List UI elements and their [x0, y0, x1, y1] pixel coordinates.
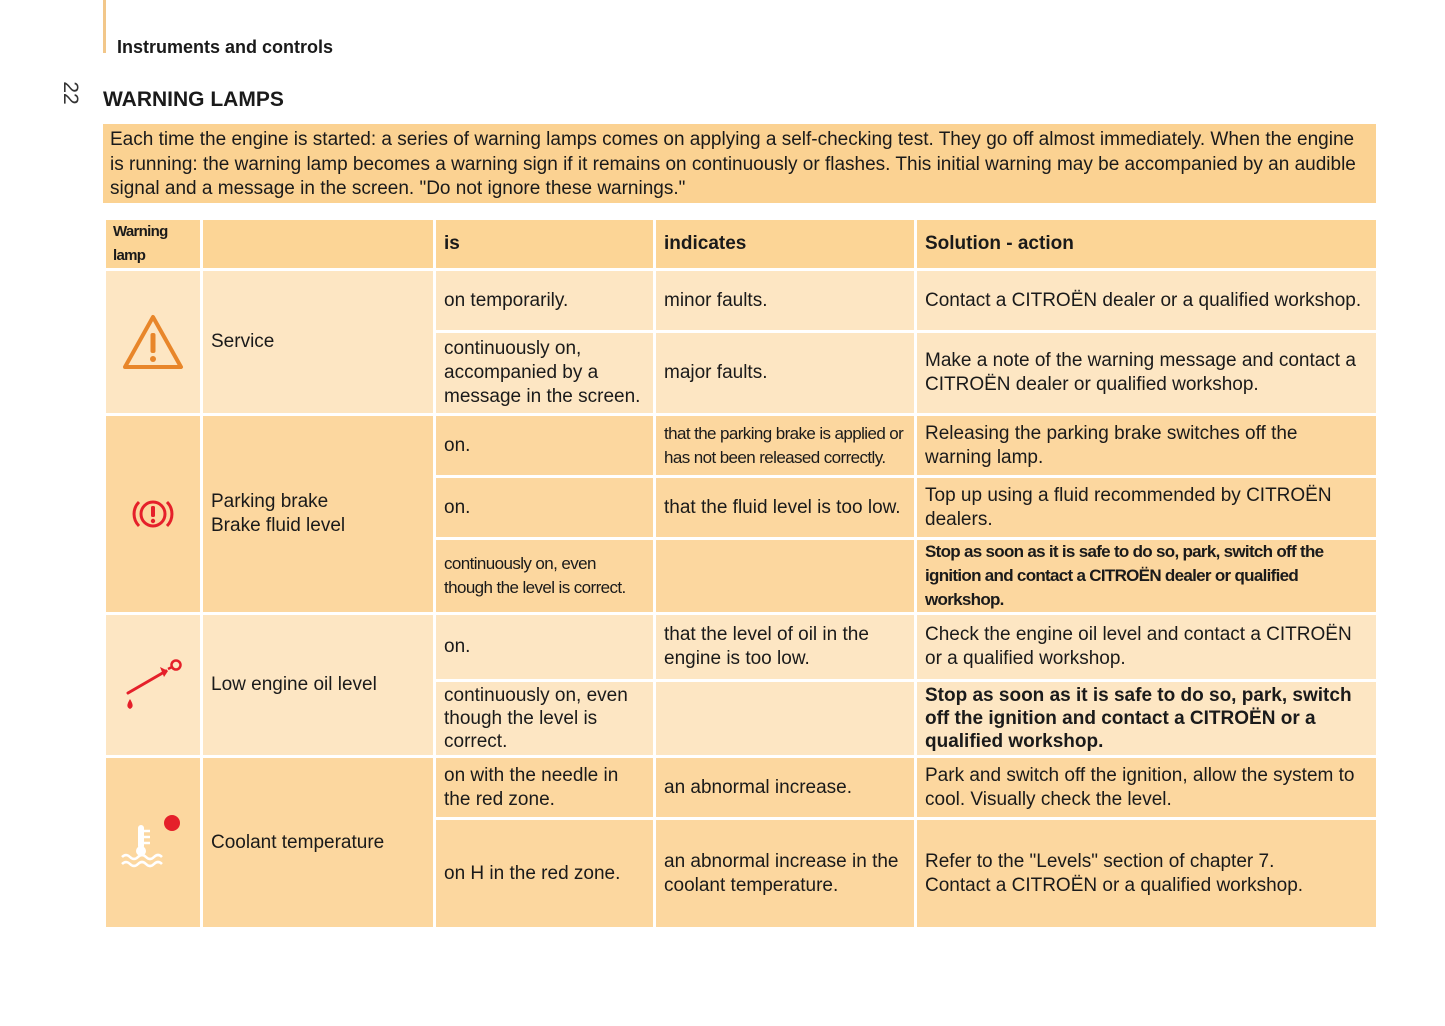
cell-solution: Stop as soon as it is safe to do so, park, switch off the ignition and contact a CITROËN or a qualified workshop. [916, 681, 1378, 757]
table-row [105, 614, 1378, 681]
service-warning-triangle-icon [121, 313, 185, 371]
lamp-name-line: Brake fluid level [211, 515, 346, 536]
intro-note: Each time the engine is started: a series of warning lamps comes on applying a self-checking test. They go off almost immediately. When the engine is running: the warning lamp becomes a warning sign if it remains on continuously or flashes. This initial warning may be accompanied by an audible signal and a message in the screen. "Do not ignore these warnings." [103, 124, 1376, 203]
coolant-lamp-cell [105, 757, 202, 929]
warning-lamps-table [103, 217, 1379, 930]
cell-indicates: that the fluid level is too low. [655, 477, 916, 539]
solution-line: Contact a CITROËN or a qualified workshop. [925, 874, 1304, 896]
cell-solution [916, 819, 1378, 929]
table-row [105, 415, 1378, 477]
cell-is: on H in the red zone. [435, 819, 655, 929]
cell-is: on with the needle in the red zone. [435, 757, 655, 819]
cell-solution: Top up using a fluid recommended by CITROËN dealers. [916, 477, 1378, 539]
cell-is: on temporarily. [435, 270, 655, 332]
parking-brake-icon [130, 496, 176, 532]
cell-indicates: that the parking brake is applied or has not been released correctly. [655, 415, 916, 477]
oil-level-lamp-cell [105, 614, 202, 757]
table-row [105, 757, 1378, 819]
header-is: is [435, 219, 655, 270]
cell-is: continuously on, even though the level is correct. [435, 539, 655, 614]
table-header-row [105, 219, 1378, 270]
lamp-name-service: Service [202, 270, 435, 415]
page-number: 22 [59, 81, 82, 105]
table-row [105, 270, 1378, 332]
cell-is: on. [435, 477, 655, 539]
cell-solution: Make a note of the warning message and contact a CITROËN dealer or qualified workshop. [916, 332, 1378, 415]
cell-is: continuously on, accompanied by a message in the screen. [435, 332, 655, 415]
cell-solution: Contact a CITROËN dealer or a qualified workshop. [916, 270, 1378, 332]
parking-brake-lamp-cell [105, 415, 202, 614]
service-lamp-cell [105, 270, 202, 415]
lamp-name-line: Parking brake [211, 491, 329, 512]
cell-is: on. [435, 614, 655, 681]
cell-solution: Stop as soon as it is safe to do so, park, switch off the ignition and contact a CITROËN dealer or qualified workshop. [916, 539, 1378, 614]
lamp-name-parking-brake [202, 415, 435, 614]
cell-solution: Releasing the parking brake switches off the warning lamp. [916, 415, 1378, 477]
cell-indicates [655, 681, 916, 757]
cell-solution: Park and switch off the ignition, allow the system to cool. Visually check the level. [916, 757, 1378, 819]
cell-indicates: that the level of oil in the engine is too low. [655, 614, 916, 681]
lamp-name-coolant: Coolant temperature [202, 757, 435, 929]
lamp-name-oil-level: Low engine oil level [202, 614, 435, 757]
cell-is: continuously on, even though the level is correct. [435, 681, 655, 757]
cell-indicates: an abnormal increase. [655, 757, 916, 819]
cell-indicates: an abnormal increase in the coolant temperature. [655, 819, 916, 929]
cell-indicates [655, 539, 916, 614]
cell-solution: Check the engine oil level and contact a CITROËN or a qualified workshop. [916, 614, 1378, 681]
cell-is: on. [435, 415, 655, 477]
section-title: Instruments and controls [117, 37, 334, 57]
header-accent-bar [103, 0, 106, 53]
cell-indicates: major faults. [655, 332, 916, 415]
oil-level-icon [122, 657, 184, 713]
cell-indicates: minor faults. [655, 270, 916, 332]
header-warning-lamp: Warning lamp [105, 219, 202, 270]
coolant-temperature-icon [118, 813, 188, 873]
page-heading: WARNING LAMPS [103, 88, 284, 111]
solution-line: Refer to the "Levels" section of chapter 7. [925, 850, 1275, 872]
header-solution: Solution - action [916, 219, 1378, 270]
header-name [202, 219, 435, 270]
header-indicates: indicates [655, 219, 916, 270]
